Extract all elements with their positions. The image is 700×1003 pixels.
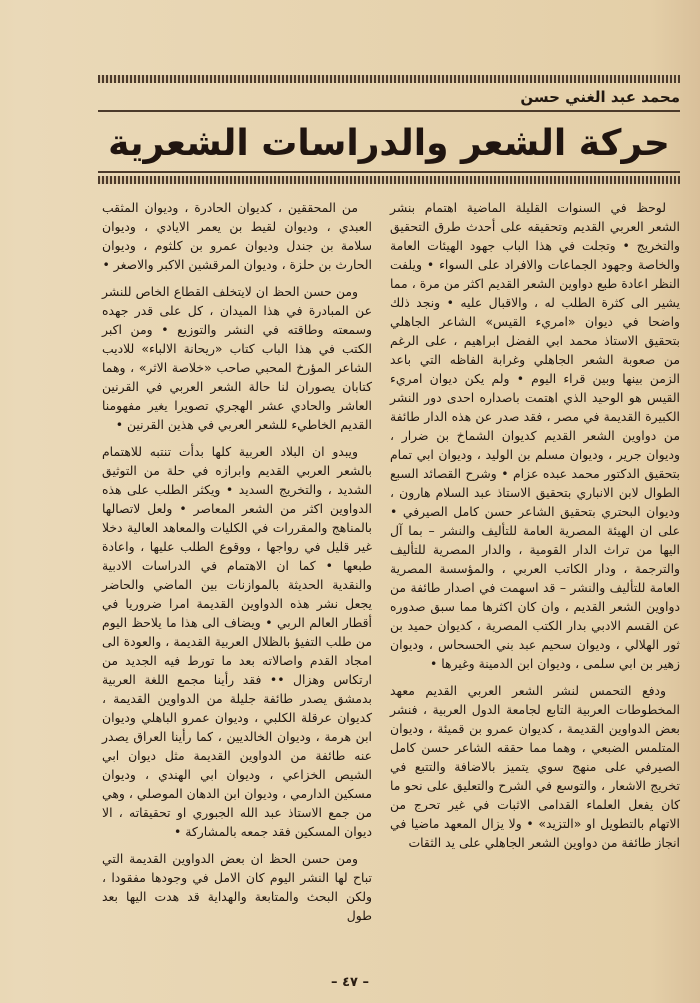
article-title: حركة الشعر والدراسات الشعرية [108, 123, 670, 164]
paragraph: ومن حسن الحظ ان بعض الدواوين القديمة التي تباح لها النشر اليوم كان الامل في وجودها مفقودا ، ولكن البحث والمتابعة والهداية قد هدت اليها بعد طول [102, 851, 372, 923]
top-rule [98, 75, 680, 83]
paragraph: ومن حسن الحظ ان لايتخلف القطاع الخاص للنشر عن المبادرة في هذا الميدان ، كل على قدر جهده وسمعته وطاقته في النشر والتوزيع • ومن اكبر الكتب في هذا الباب كتاب «ريحانة الالباء» للاديب الشاعر المؤرخ المحبي صاحب «خلاصة الاثر» ، وهما كتابان يصوران لنا حالة الشعر العربي في القرنين العاشر والحادي عشر الهجري تصويرا يغير مفهومنا القديم الخاطيء للشعر العربي في هذين القرنين • [102, 284, 372, 432]
page-number: – ٤٧ – [331, 975, 369, 990]
title-bottom-rule [98, 171, 680, 173]
author-name: محمد عبد الغني حسن [520, 88, 680, 106]
paragraph: ودفع التحمس لنشر الشعر العربي القديم معهد المخطوطات العربية التابع لجامعة الدول العربية ، فنشر بعض الدواوين القديمة ، كديوان عمرو بن قميئة ، وديوان المتلمس الضبعي ، وهما مما حققه الشاعر حسن كامل الصيرفي على منهج سوي يتميز بالاضافة والتتبع في تخريج الاشعار ، والتوسع في الشرح والتعليق على نحو ما كان يفعل العلماء القدامى الاثبات في غير تحرج من الاتهام بالتطويل او «التزيد» • ولا يزال المعهد ماضيا في انجاز طائفة من دواوين الشعر الجاهلي على يد الثقات [390, 683, 680, 850]
paragraph: لوحظ في السنوات القليلة الماضية اهتمام بنشر الشعر العربي القديم وتحقيقه على أحدث طرق التحقيق والتخريج • وتجلت في هذا الباب جهود الهيئات العامة والخاصة وجهود الجماعات والافراد على السواء • ويلفت النظر اعادة طبع دواوين الشعر القديم اكثر من مرة ، مما يشير الى كثرة الطلب له ، والاقبال عليه • ونجد ذلك واضحا في ديوان «امريء القيس» الشاعر الجاهلي بتحقيق الاستاذ محمد ابي الفضل ابراهيم ، على الرغم من صعوبة الشعر الجاهلي وغرابة الفاظه التي باعد الزمن بينها وبين قراء اليوم • ولم يكن ديوان امريء القيس هو الوحيد الذي اهتمت باصداره احدى دور النشر الكبيرة القديمة في مصر ، فقد صدر عن هذه الدار طائفة من دواوين الشعر القديم كديوان الشماخ بن ضرار ، وديوان جرير ، وديوان مسلم بن الوليد ، وديوان ابي تمام بتحقيق الدكتور محمد عبده عزام • وشرح القصائد السبع الطوال لابن الانباري بتحقيق الاستاذ عبد السلام هارون ، وديوان البحتري بتحقيق الشاعر حسن كامل الصيرفي • على ان الهيئة المصرية العامة للتأليف والنشر – بما آل اليها من تراث الدار القومية ، والدار المصرية للتأليف والترجمة ، ودار الكاتب العربي ، والمؤسسة المصرية العامة للتأليف والنشر – قد اسهمت في اصدار طائفة من دواوين الشعر القديم ، وان كان اكثرها مما سبق صدوره عن القسم الادبي بدار الكتب المصرية ، كديوان حميد بن ثور الهلالي ، وديوان سحيم عبد بني الحسحاس ، وديوان زهير بن ابي سلمى ، وديوان ابن الدمينة وغيرها • [390, 200, 680, 671]
paragraph: ويبدو ان البلاد العربية كلها بدأت تنتبه للاهتمام بالشعر العربي القديم وابرازه في حلة من التوثيق الشديد ، والتخريج السديد • ويكثر الطلب على هذه الدواوين اكثر من الشعر المعاصر • ولعل لاتصالها بالمناهج والمقررات في الكليات والمعاهد العالية دخلا غير قليل في رواجها ، ووقوع الطلب عليها ، واعادة طبعها • كما ان الاهتمام في الدراسات الادبية والنقدية الحديثة بالموازنات بين الماضي والحاضر يجعل نشر هذه الدواوين القديمة امرا ضروريا في أقطار العالم الربي • ويضاف الى هذا ما يلاحظ اليوم من طلب التفيؤ بالظلال العربية القديمة ، والعودة الى امجاد القدم واصالاته بعد ما تورط فيه الجديد من ارتكاس وهزال •• فقد رأينا مجمع اللغة العربية بدمشق يصدر طائفة جليلة من الدواوين القديمة ، كديوان عرقلة الكلبي ، وديوان عمرو الباهلي وديوان ابن هرمة ، وديوان الخالديين ، كما رأينا العراق يصدر عنه طائفة من الدواوين القديمة مثل ديوان ابي الشيص الخزاعي ، وديوان ابي الهندي ، وديوان مسكين الدارمي ، وديوان ابن الدهان الموصلي ، وهي من جمع الاستاذ عبد الله الجبوري او تحقيقاته ، الا ديوان المسكين فقد جمعه بالمشاركة • [102, 444, 372, 839]
article-column-left [102, 198, 372, 968]
article-column-right [390, 198, 680, 968]
title-top-rule [98, 110, 680, 112]
paragraph: من المحققين ، كديوان الحادرة ، وديوان المثقب العبدي ، وديوان لقيط بن يعمر الايادي ، وديوان سلامة بن جندل وديوان عمرو بن كلثوم ، وديوان الحارث بن حلزة ، وديوان المرقشين الاكبر والاصغر • [102, 200, 372, 272]
title-bottom-band [98, 176, 680, 184]
